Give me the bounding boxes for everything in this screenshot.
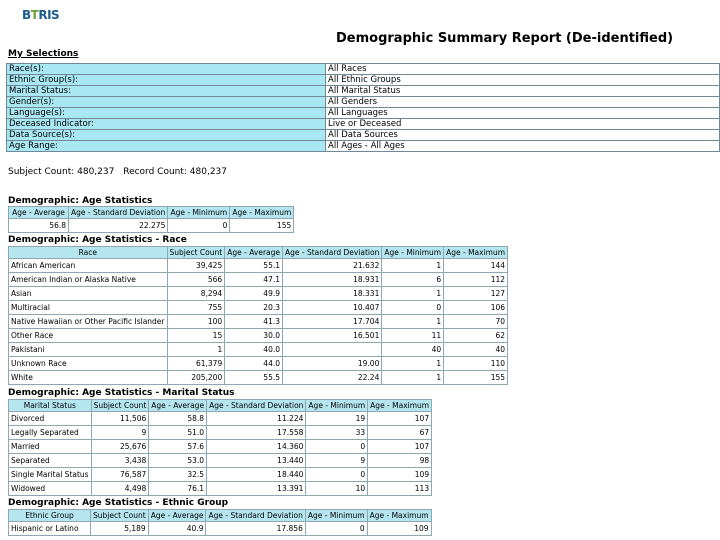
selection-value: All Genders	[326, 97, 720, 108]
selection-row	[7, 141, 720, 152]
table-cell: 4,498	[91, 482, 149, 496]
table-cell: 100	[167, 315, 225, 329]
table-header-row	[9, 400, 432, 412]
table-cell: 16.501	[283, 329, 382, 343]
table-cell: 62	[444, 329, 508, 343]
selection-row	[7, 108, 720, 119]
table-cell: 0	[168, 219, 230, 233]
row-label: White	[9, 371, 168, 385]
table-cell: 22.24	[283, 371, 382, 385]
table-cell: 0	[382, 301, 444, 315]
age-stats-title: Demographic: Age Statistics	[8, 196, 153, 206]
table-cell: 109	[367, 522, 431, 536]
table-cell: 40.0	[225, 343, 283, 357]
selection-key: Gender(s):	[7, 97, 326, 108]
table-cell: 155	[444, 371, 508, 385]
table-row	[9, 301, 508, 315]
column-header: Subject Count	[167, 247, 225, 259]
row-label: Widowed	[9, 482, 92, 496]
subject-count: Subject Count: 480,237	[8, 167, 115, 177]
table-cell: 67	[368, 426, 432, 440]
table-cell: 76,587	[91, 468, 149, 482]
row-label: Single Marital Status	[9, 468, 92, 482]
row-label: Divorced	[9, 412, 92, 426]
table-row	[9, 287, 508, 301]
report-title: Demographic Summary Report (De-identified)	[336, 31, 674, 46]
row-label: Legally Separated	[9, 426, 92, 440]
selection-row	[7, 130, 720, 141]
table-cell: 1	[382, 371, 444, 385]
row-label: Native Hawaiian or Other Pacific Islander	[9, 315, 168, 329]
row-label: Multiracial	[9, 301, 168, 315]
table-cell: 1	[382, 287, 444, 301]
table-row	[9, 482, 432, 496]
column-header: Age - Average	[9, 207, 69, 219]
table-cell: 3,438	[91, 454, 149, 468]
table-cell: 11,506	[91, 412, 149, 426]
table-cell: 18.331	[283, 287, 382, 301]
table-row	[9, 454, 432, 468]
table-cell: 10.407	[283, 301, 382, 315]
table-row	[9, 273, 508, 287]
table-cell: 18.931	[283, 273, 382, 287]
table-cell: 14.360	[207, 440, 306, 454]
column-header: Age - Average	[225, 247, 283, 259]
column-header: Age - Average	[149, 400, 207, 412]
selection-value: All Ethnic Groups	[326, 75, 720, 86]
row-label: Unknown Race	[9, 357, 168, 371]
selection-value: All Marital Status	[326, 86, 720, 97]
table-cell: 0	[306, 468, 368, 482]
table-header-row	[9, 247, 508, 259]
table-cell: 40	[444, 343, 508, 357]
table-cell: 20.3	[225, 301, 283, 315]
table-cell: 40.9	[148, 522, 206, 536]
selection-key: Age Range:	[7, 141, 326, 152]
selection-value: Live or Deceased	[326, 119, 720, 130]
age-stats-table	[8, 206, 294, 233]
table-cell: 1	[382, 315, 444, 329]
table-row	[9, 259, 508, 273]
table-cell: 44.0	[225, 357, 283, 371]
table-cell: 61,379	[167, 357, 225, 371]
table-cell: 13.440	[207, 454, 306, 468]
table-row	[9, 412, 432, 426]
table-cell: 107	[368, 412, 432, 426]
row-label: Married	[9, 440, 92, 454]
table-row	[9, 219, 294, 233]
table-cell: 19	[306, 412, 368, 426]
selection-key: Marital Status:	[7, 86, 326, 97]
table-cell: 18.440	[207, 468, 306, 482]
table-cell: 76.1	[149, 482, 207, 496]
table-cell: 56.8	[9, 219, 69, 233]
selection-value: All Languages	[326, 108, 720, 119]
table-cell: 57.6	[149, 440, 207, 454]
column-header: Age - Minimum	[168, 207, 230, 219]
selections-table	[6, 63, 720, 152]
column-header: Age - Standard Deviation	[283, 247, 382, 259]
table-cell: 566	[167, 273, 225, 287]
table-row	[9, 440, 432, 454]
table-row	[9, 522, 432, 536]
race-stats-table	[8, 246, 508, 385]
table-row	[9, 343, 508, 357]
btris-logo-text: BTRIS	[22, 8, 60, 22]
column-header: Age - Average	[148, 510, 206, 522]
table-row	[9, 468, 432, 482]
table-cell: 10	[306, 482, 368, 496]
column-header: Age - Standard Deviation	[207, 400, 306, 412]
table-cell: 127	[444, 287, 508, 301]
table-cell: 112	[444, 273, 508, 287]
column-header: Ethnic Group	[9, 510, 91, 522]
table-cell: 1	[382, 259, 444, 273]
table-cell: 13.391	[207, 482, 306, 496]
table-cell: 25,676	[91, 440, 149, 454]
selection-key: Deceased Indicator:	[7, 119, 326, 130]
column-header: Age - Maximum	[444, 247, 508, 259]
selection-key: Race(s):	[7, 64, 326, 75]
selection-row	[7, 64, 720, 75]
marital-stats-title: Demographic: Age Statistics - Marital Status	[8, 388, 235, 398]
table-cell: 39,425	[167, 259, 225, 273]
table-cell: 113	[368, 482, 432, 496]
selection-key: Language(s):	[7, 108, 326, 119]
table-header-row	[9, 207, 294, 219]
column-header: Age - Maximum	[368, 400, 432, 412]
table-row	[9, 371, 508, 385]
selection-row	[7, 97, 720, 108]
row-label: Hispanic or Latino	[9, 522, 91, 536]
table-cell: 17.558	[207, 426, 306, 440]
row-label: Asian	[9, 287, 168, 301]
table-cell: 58.8	[149, 412, 207, 426]
selection-row	[7, 75, 720, 86]
table-cell: 22.275	[69, 219, 168, 233]
table-cell: 41.3	[225, 315, 283, 329]
table-row	[9, 357, 508, 371]
table-row	[9, 426, 432, 440]
table-cell: 55.5	[225, 371, 283, 385]
table-cell: 53.0	[149, 454, 207, 468]
table-cell	[283, 343, 382, 357]
my-selections-link[interactable]: My Selections	[8, 49, 79, 59]
column-header: Subject Count	[91, 400, 149, 412]
table-cell: 144	[444, 259, 508, 273]
column-header: Age - Maximum	[230, 207, 294, 219]
record-count: Record Count: 480,237	[123, 167, 228, 177]
column-header: Marital Status	[9, 400, 92, 412]
table-cell: 21.632	[283, 259, 382, 273]
btris-logo	[8, 3, 60, 23]
row-label: Separated	[9, 454, 92, 468]
table-cell: 0	[306, 440, 368, 454]
column-header: Age - Maximum	[367, 510, 431, 522]
table-cell: 70	[444, 315, 508, 329]
table-cell: 98	[368, 454, 432, 468]
selection-row	[7, 86, 720, 97]
selection-key: Data Source(s):	[7, 130, 326, 141]
table-cell: 205,200	[167, 371, 225, 385]
selection-value: All Ages - All Ages	[326, 141, 720, 152]
table-cell: 1	[382, 357, 444, 371]
table-header-row	[9, 510, 432, 522]
table-cell: 9	[91, 426, 149, 440]
table-cell: 1	[167, 343, 225, 357]
row-label: American Indian or Alaska Native	[9, 273, 168, 287]
column-header: Age - Standard Deviation	[206, 510, 305, 522]
ethnic-stats-table	[8, 509, 432, 536]
column-header: Race	[9, 247, 168, 259]
selection-key: Ethnic Group(s):	[7, 75, 326, 86]
marital-stats-table	[8, 399, 432, 496]
table-cell: 109	[368, 468, 432, 482]
table-row	[9, 329, 508, 343]
selection-row	[7, 119, 720, 130]
column-header: Age - Minimum	[306, 400, 368, 412]
ethnic-stats-title: Demographic: Age Statistics - Ethnic Group	[8, 498, 229, 508]
table-cell: 19.00	[283, 357, 382, 371]
selection-value: All Races	[326, 64, 720, 75]
race-stats-title: Demographic: Age Statistics - Race	[8, 235, 187, 245]
column-header: Subject Count	[91, 510, 149, 522]
table-cell: 9	[306, 454, 368, 468]
table-cell: 17.856	[206, 522, 305, 536]
table-cell: 40	[382, 343, 444, 357]
table-cell: 107	[368, 440, 432, 454]
table-cell: 155	[230, 219, 294, 233]
table-cell: 33	[306, 426, 368, 440]
row-label: African American	[9, 259, 168, 273]
counts-line	[8, 167, 233, 177]
column-header: Age - Standard Deviation	[69, 207, 168, 219]
table-cell: 0	[305, 522, 367, 536]
table-cell: 30.0	[225, 329, 283, 343]
table-cell: 51.0	[149, 426, 207, 440]
table-cell: 8,294	[167, 287, 225, 301]
table-cell: 49.9	[225, 287, 283, 301]
table-cell: 755	[167, 301, 225, 315]
table-cell: 55.1	[225, 259, 283, 273]
table-cell: 32.5	[149, 468, 207, 482]
table-cell: 110	[444, 357, 508, 371]
column-header: Age - Minimum	[305, 510, 367, 522]
table-cell: 6	[382, 273, 444, 287]
column-header: Age - Minimum	[382, 247, 444, 259]
table-row	[9, 315, 508, 329]
table-cell: 17.704	[283, 315, 382, 329]
row-label: Pakistani	[9, 343, 168, 357]
table-cell: 106	[444, 301, 508, 315]
table-cell: 47.1	[225, 273, 283, 287]
selection-value: All Data Sources	[326, 130, 720, 141]
table-cell: 15	[167, 329, 225, 343]
row-label: Other Race	[9, 329, 168, 343]
table-cell: 11	[382, 329, 444, 343]
table-cell: 11.224	[207, 412, 306, 426]
table-cell: 5,189	[91, 522, 149, 536]
